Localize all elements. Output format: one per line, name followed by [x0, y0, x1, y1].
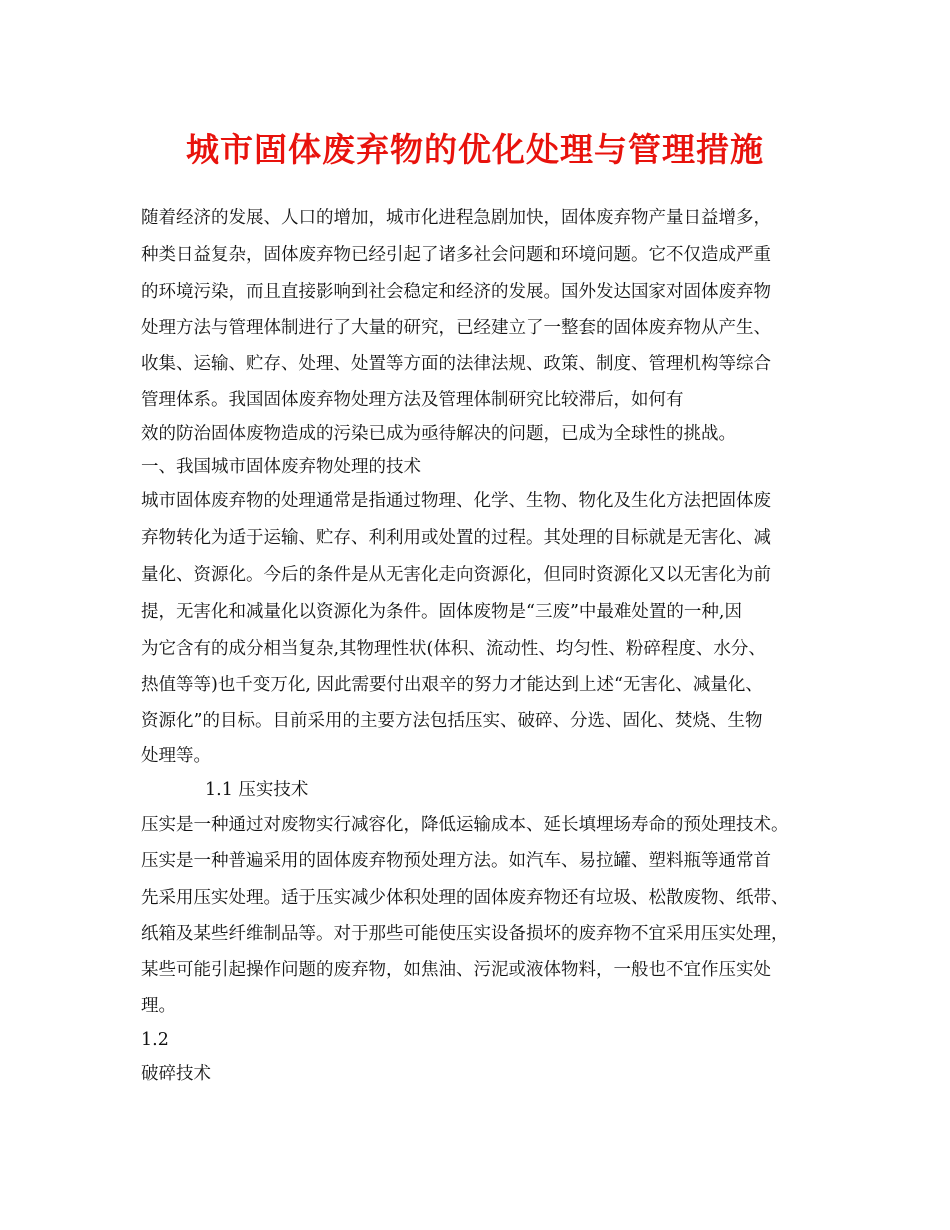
- subsection1-line-2: 压实是一种普遍采用的固体废弃物预处理方法。如汽车、易拉罐、塑料瓶等通常首: [141, 851, 771, 871]
- section1-line-7: 资源化”的目标。目前采用的主要方法包括压实、破碎、分选、固化、焚烧、生物: [141, 711, 763, 731]
- subsection1-line-3: 先采用压实处理。适于压实减少体积处理的固体废弃物还有垃圾、松散废物、纸带、: [141, 888, 789, 908]
- intro-line-4: 处理方法与管理体制进行了大量的研究，已经建立了一整套的固体废弃物从产生、: [141, 318, 771, 338]
- intro-line-2: 种类日益复杂，固体废弃物已经引起了诸多社会问题和环境问题。它不仅造成严重: [141, 245, 771, 265]
- section1-line-3: 量化、资源化。今后的条件是从无害化走向资源化，但同时资源化又以无害化为前: [141, 565, 771, 585]
- section1-line-8: 处理等。: [141, 746, 211, 766]
- section1-line-1: 城市固体废弃物的处理通常是指通过物理、化学、生物、物化及生化方法把固体废: [141, 491, 771, 511]
- section1-line-2: 弃物转化为适于运输、贮存、利利用或处置的过程。其处理的目标就是无害化、减: [141, 528, 771, 548]
- document-title: 城市固体废弃物的优化处理与管理措施: [186, 130, 764, 169]
- subsection1-line-4: 纸箱及某些纤维制品等。对于那些可能使压实设备损坏的废弃物不宜采用压实处理，: [141, 924, 789, 944]
- section1-line-4: 提，无害化和减量化以资源化为条件。固体废物是“三废”中最难处置的一种,因: [141, 602, 742, 622]
- section-heading-1: 一、我国城市固体废弃物处理的技术: [141, 457, 421, 477]
- intro-line-1: 随着经济的发展、人口的增加，城市化进程急剧加快，固体废弃物产量日益增多，: [141, 208, 771, 228]
- section1-line-5: 为它含有的成分相当复杂,其物理性状(体积、流动性、均匀性、粉碎程度、水分、: [141, 639, 766, 659]
- subsection1-line-5: 某些可能引起操作问题的废弃物，如焦油、污泥或液体物料，一般也不宜作压实处: [141, 960, 771, 980]
- subsection-heading-1-1: 1.1 压实技术: [205, 780, 309, 800]
- section1-line-6: 热值等等)也千变万化, 因此需要付出艰辛的努力才能达到上述“无害化、减量化、: [141, 675, 763, 695]
- subsection-number-1-2: 1.2: [141, 1030, 169, 1050]
- intro-line-6: 管理体系。我国固体废弃物处理方法及管理体制研究比较滞后，如何有: [141, 390, 684, 410]
- intro-line-7: 效的防治固体废物造成的污染已成为亟待解决的问题，已成为全球性的挑战。: [141, 424, 736, 444]
- intro-line-3: 的环境污染，而且直接影响到社会稳定和经济的发展。国外发达国家对固体废弃物: [141, 282, 771, 302]
- subsection-heading-1-2: 破碎技术: [141, 1064, 211, 1084]
- subsection1-line-1: 压实是一种通过对废物实行减容化，降低运输成本、延长填埋场寿命的预处理技术。: [141, 815, 789, 835]
- intro-line-5: 收集、运输、贮存、处理、处置等方面的法律法规、政策、制度、管理机构等综合: [141, 354, 771, 374]
- subsection1-line-6: 理。: [141, 996, 176, 1016]
